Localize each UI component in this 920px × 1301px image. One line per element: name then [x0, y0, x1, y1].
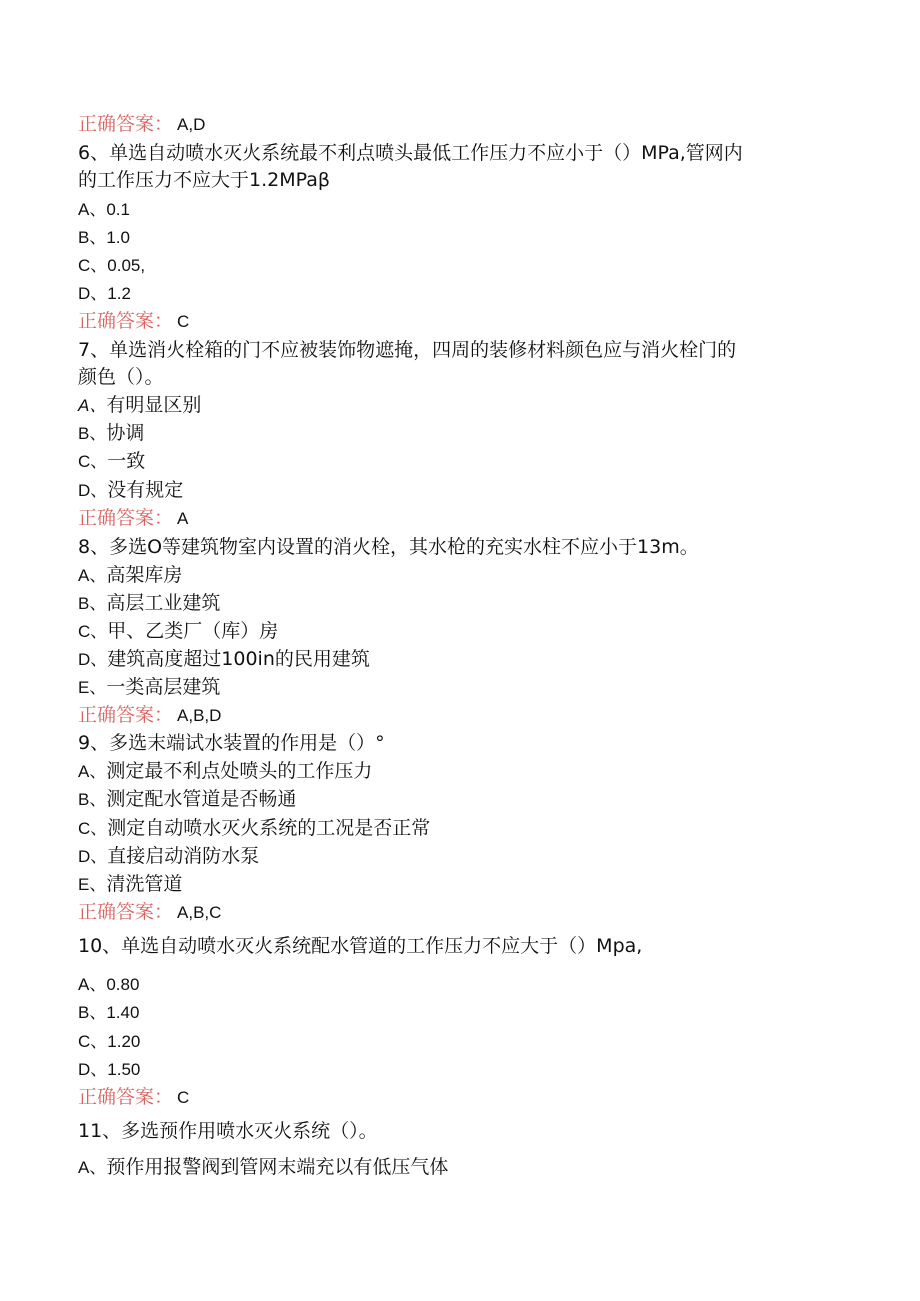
question-7-text: 7、单选消火栓箱的门不应被装饰物遮掩，四周的装修材料颜色应与消火栓门的	[78, 339, 737, 361]
option-a: A、高架库房	[78, 564, 183, 586]
option-c: C、一致	[78, 450, 146, 472]
option-a: A、有明显区别	[78, 394, 202, 416]
option-c: C、测定自动喷水灭火系统的工况是否正常	[78, 817, 431, 839]
option-b: B、测定配水管道是否畅通	[78, 788, 297, 810]
question-6-text-cont: 的工作压力不应大于1.2MPaβ	[78, 169, 330, 191]
question-10-text: 10、单选自动喷水灭火系统配水管道的工作压力不应大于（）Mpa,	[78, 935, 643, 957]
question-8-text: 8、多选O等建筑物室内设置的消火栓，其水枪的充实水柱不应小于13m。	[78, 536, 699, 558]
option-c: C、0.05,	[78, 256, 146, 275]
option-b: B、协调	[78, 422, 145, 444]
option-e: E、清洗管道	[78, 873, 183, 895]
option-d: D、建筑高度超过100in的民用建筑	[78, 648, 370, 670]
answer-line: 正确答案： C	[78, 310, 190, 332]
option-c: C、甲、乙类厂（库）房	[78, 620, 279, 642]
answer-line: 正确答案： C	[78, 1086, 190, 1108]
answer-line: 正确答案： A,B,D	[78, 704, 222, 726]
question-9-text: 9、多选末端试水装置的作用是（）°	[78, 732, 385, 754]
answer-line: 正确答案： A,D	[78, 113, 206, 135]
question-6-text: 6、单选自动喷水灭火系统最不利点喷头最低工作压力不应小于（）MPa,管网内	[78, 142, 743, 164]
option-d: D、1.2	[78, 284, 131, 303]
option-b: B、1.40	[78, 1003, 140, 1022]
option-a: A、0.80	[78, 975, 140, 994]
option-a: A、预作用报警阀到管网末端充以有低压气体	[78, 1156, 449, 1178]
option-b: B、1.0	[78, 228, 130, 247]
option-e: E、一类高层建筑	[78, 676, 221, 698]
question-11-text: 11、多选预作用喷水灭火系统（）。	[78, 1120, 378, 1142]
option-d: D、1.50	[78, 1060, 141, 1079]
answer-line: 正确答案： A	[78, 507, 189, 529]
option-a: A、测定最不利点处喷头的工作压力	[78, 760, 373, 782]
option-c: C、1.20	[78, 1032, 141, 1051]
option-d: D、没有规定	[78, 479, 184, 501]
option-a: A、0.1	[78, 200, 130, 219]
option-b: B、高层工业建筑	[78, 592, 221, 614]
option-d: D、直接启动消防水泵	[78, 845, 260, 867]
answer-line: 正确答案： A,B,C	[78, 901, 222, 923]
question-7-text-cont: 颜色（）。	[78, 366, 164, 388]
